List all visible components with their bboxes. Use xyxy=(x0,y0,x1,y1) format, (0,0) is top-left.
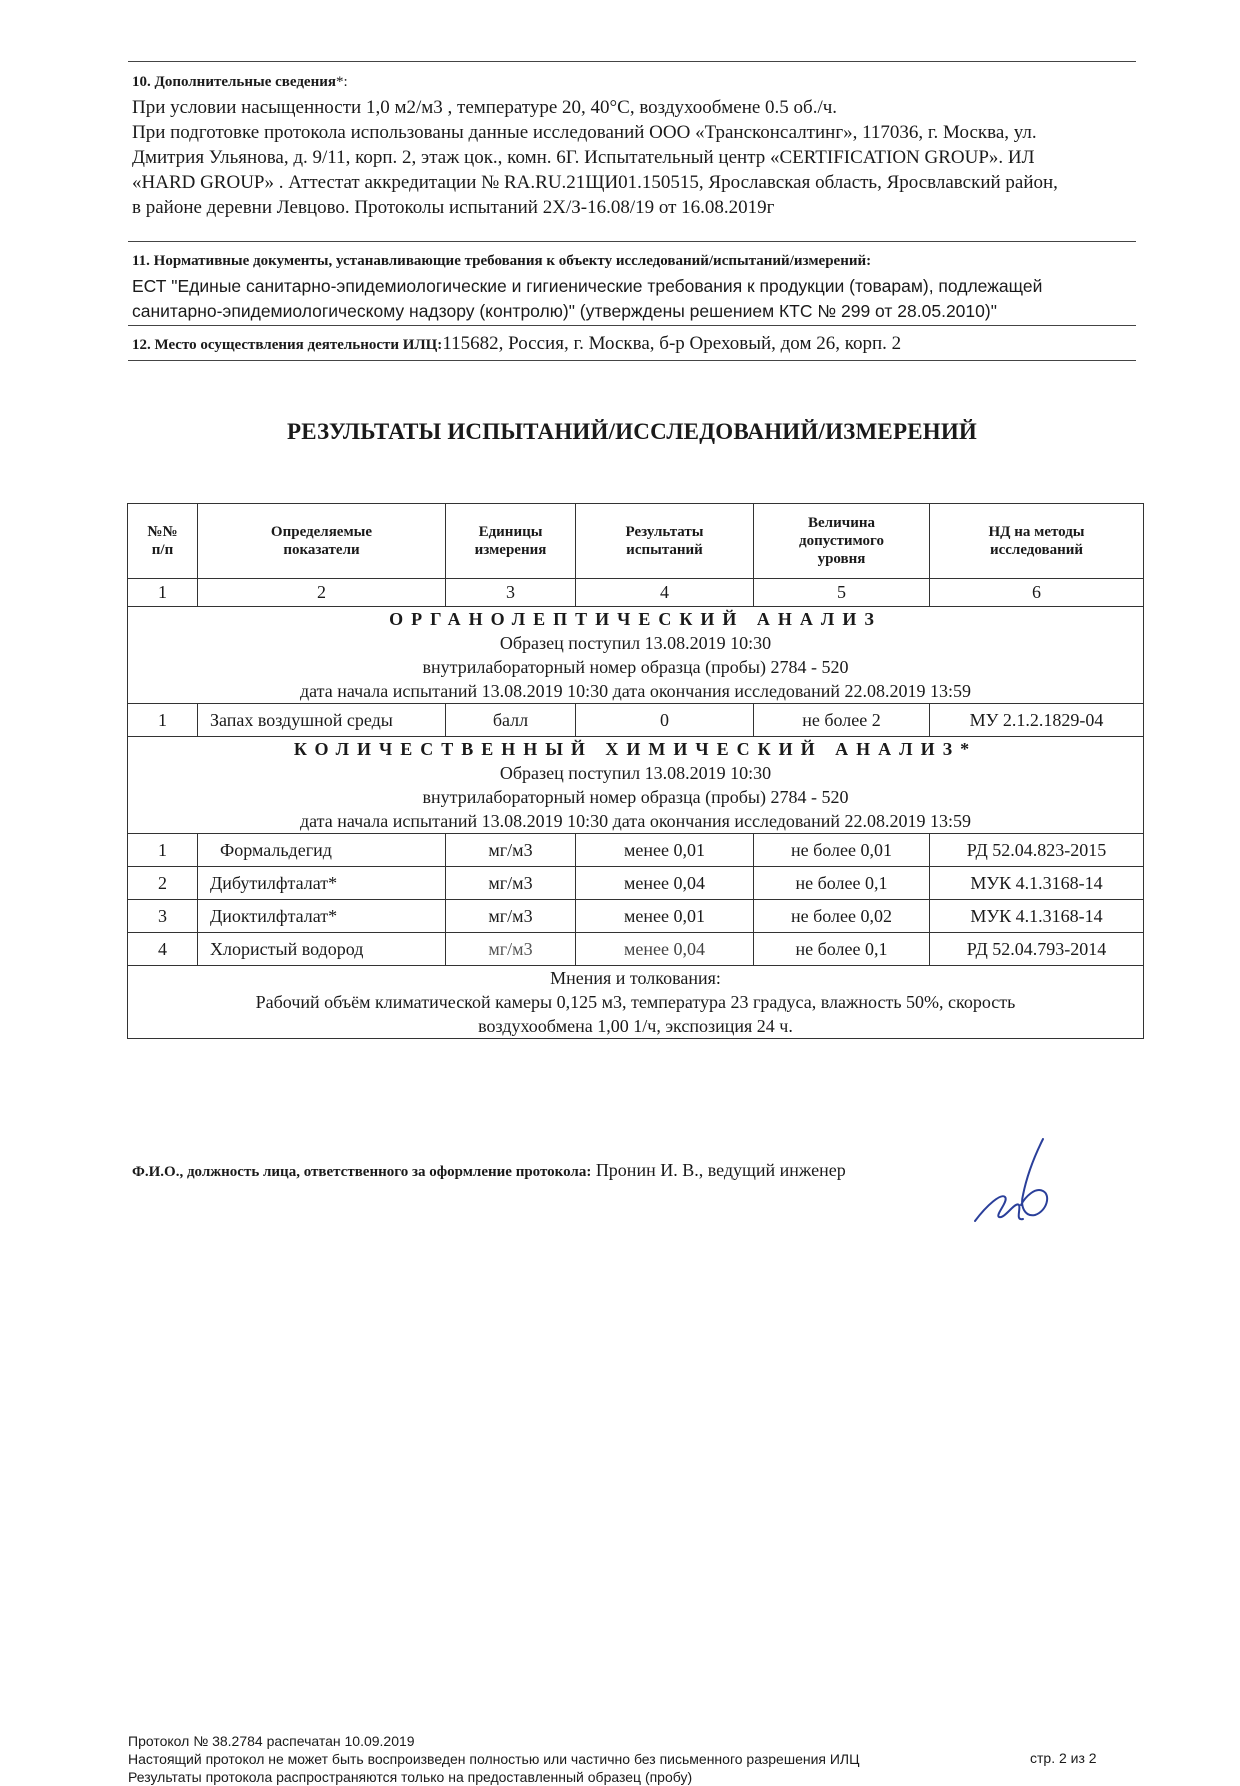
section-10-title-suffix: *: xyxy=(335,74,348,90)
results-table xyxy=(127,503,1144,1039)
section-10-line: При условии насыщенности 1,0 м2/м3 , температуре 20, 40°С, воздухообмене 0.5 об./ч. xyxy=(132,97,838,118)
table-row xyxy=(128,704,1144,737)
responsible-label: Ф.И.О., должность лица, ответственного за оформление протокола: xyxy=(132,1164,592,1180)
table-header-row xyxy=(128,504,1144,579)
method-doc: РД 52.04.793-2014 xyxy=(930,933,1144,966)
allowed-level: не более 0,01 xyxy=(754,834,930,867)
test-dates: дата начала испытаний 13.08.2019 10:30 дата окончания исследований 22.08.2019 13:59 xyxy=(299,811,972,831)
header-cell: Единицы измерения xyxy=(446,504,576,579)
section-10-line: в районе деревни Левцово. Протоколы испытаний 2Х/З-16.08/19 от 16.08.2019г xyxy=(132,197,775,218)
unit: мг/м3 xyxy=(446,834,576,867)
row-number: 1 xyxy=(128,704,198,737)
unit: балл xyxy=(446,704,576,737)
section-10-line: При подготовке протокола использованы данные исследований ООО «Трансконсалтинг», 117036, г. Москва, ул. xyxy=(132,122,1037,143)
column-number: 3 xyxy=(446,579,576,607)
row-number: 2 xyxy=(128,867,198,900)
column-number: 5 xyxy=(754,579,930,607)
allowed-level: не более 0,1 xyxy=(754,867,930,900)
header-cell: №№ п/п xyxy=(128,504,198,579)
table-row xyxy=(128,834,1144,867)
method-doc: МУ 2.1.2.1829-04 xyxy=(930,704,1144,737)
method-doc: МУК 4.1.3168-14 xyxy=(930,900,1144,933)
footer-line: Настоящий протокол не может быть воспроизведен полностью или частично без письменного разрешения ИЛЦ xyxy=(128,1751,860,1767)
indicator: Дибутилфталат* xyxy=(198,867,446,900)
signature xyxy=(965,1135,1075,1235)
allowed-level: не более 0,1 xyxy=(754,933,930,966)
result: 0 xyxy=(576,704,754,737)
block-title: КОЛИЧЕСТВЕННЫЙ ХИМИЧЕСКИЙ АНАЛИЗ* xyxy=(293,739,978,759)
section-11-title: 11. Нормативные документы, устанавливающие требования к объекту исследований/испытаний/измерений: xyxy=(132,253,872,269)
section-12-title: 12. Место осуществления деятельности ИЛЦ: xyxy=(132,337,443,353)
unit: мг/м3 xyxy=(446,933,576,966)
footer-line: Протокол № 38.2784 распечатан 10.09.2019 xyxy=(128,1733,415,1749)
table-row xyxy=(128,900,1144,933)
result: менее 0,01 xyxy=(576,834,754,867)
responsible-person xyxy=(132,1160,846,1181)
divider xyxy=(128,61,1136,62)
sample-internal-number: внутрилабораторный номер образца (пробы) 2784 - 520 xyxy=(422,787,849,807)
footer xyxy=(128,1732,859,1786)
results-title: РЕЗУЛЬТАТЫ ИСПЫТАНИЙ/ИССЛЕДОВАНИЙ/ИЗМЕРЕНИЙ xyxy=(286,419,978,444)
opinions-text: Рабочий объём климатической камеры 0,125 м3, температура 23 градуса, влажность 50%, скорость xyxy=(255,992,1016,1012)
allowed-level: не более 2 xyxy=(754,704,930,737)
indicator: Формальдегид xyxy=(198,834,446,867)
page-number: стр. 2 из 2 xyxy=(1030,1750,1097,1766)
unit: мг/м3 xyxy=(446,900,576,933)
column-number: 1 xyxy=(128,579,198,607)
column-number: 6 xyxy=(930,579,1144,607)
section-10 xyxy=(132,68,1132,220)
section-12 xyxy=(132,331,1132,358)
method-doc: РД 52.04.823-2015 xyxy=(930,834,1144,867)
opinions-row xyxy=(128,966,1144,1039)
opinions-text: воздухообмена 1,00 1/ч, экспозиция 24 ч. xyxy=(478,1016,793,1036)
method-doc: МУК 4.1.3168-14 xyxy=(930,867,1144,900)
divider xyxy=(128,325,1136,326)
test-dates: дата начала испытаний 13.08.2019 10:30 дата окончания исследований 22.08.2019 13:59 xyxy=(299,681,972,701)
sample-received: Образец поступил 13.08.2019 10:30 xyxy=(499,763,772,783)
section-10-title: 10. Дополнительные сведения xyxy=(132,74,336,90)
header-cell: Определяемые показатели xyxy=(198,504,446,579)
indicator: Запах воздушной среды xyxy=(198,704,446,737)
allowed-level: не более 0,02 xyxy=(754,900,930,933)
section-11-line: ЕСТ "Единые санитарно-эпидемиологические и гигиенические требования к продукции (товарам), подлежащей xyxy=(132,276,1043,296)
row-number: 1 xyxy=(128,834,198,867)
chemical-block-header xyxy=(128,737,1144,834)
indicator: Хлористый водород xyxy=(198,933,446,966)
column-number-row xyxy=(128,579,1144,607)
sample-internal-number: внутрилабораторный номер образца (пробы) 2784 - 520 xyxy=(422,657,849,677)
result: менее 0,04 xyxy=(576,933,754,966)
header-cell: НД на методы исследований xyxy=(930,504,1144,579)
indicator: Диоктилфталат* xyxy=(198,900,446,933)
block-title: ОРГАНОЛЕПТИЧЕСКИЙ АНАЛИЗ xyxy=(389,609,882,629)
column-number: 2 xyxy=(198,579,446,607)
divider xyxy=(128,360,1136,361)
section-11 xyxy=(132,249,1132,324)
section-10-line: Дмитрия Ульянова, д. 9/11, корп. 2, этаж цок., комн. 6Г. Испытательный центр «CERTIFICATION GROUP». ИЛ xyxy=(132,147,1035,168)
result: менее 0,01 xyxy=(576,900,754,933)
opinions-title: Мнения и толкования: xyxy=(550,968,721,988)
result: менее 0,04 xyxy=(576,867,754,900)
divider xyxy=(128,241,1136,242)
row-number: 4 xyxy=(128,933,198,966)
sample-received: Образец поступил 13.08.2019 10:30 xyxy=(499,633,772,653)
organoleptic-block-header xyxy=(128,607,1144,704)
section-12-value: 115682, Россия, г. Москва, б-р Ореховый, дом 26, корп. 2 xyxy=(442,333,902,354)
table-row xyxy=(128,933,1144,966)
table-row xyxy=(128,867,1144,900)
section-11-line: санитарно-эпидемиологическому надзору (контролю)" (утверждены решением КТС № 299 от 28.05.2010)" xyxy=(132,301,997,321)
responsible-value: Пронин И. В., ведущий инженер xyxy=(591,1160,846,1180)
section-10-line: «HARD GROUP» . Аттестат аккредитации № RA.RU.21ЩИ01.150515, Ярославская область, Яросвлавский район, xyxy=(132,172,1058,193)
header-cell: Величина допустимого уровня xyxy=(754,504,930,579)
footer-line: Результаты протокола распространяются только на предоставленный образец (пробу) xyxy=(128,1769,693,1785)
header-cell: Результаты испытаний xyxy=(576,504,754,579)
row-number: 3 xyxy=(128,900,198,933)
column-number: 4 xyxy=(576,579,754,607)
unit: мг/м3 xyxy=(446,867,576,900)
